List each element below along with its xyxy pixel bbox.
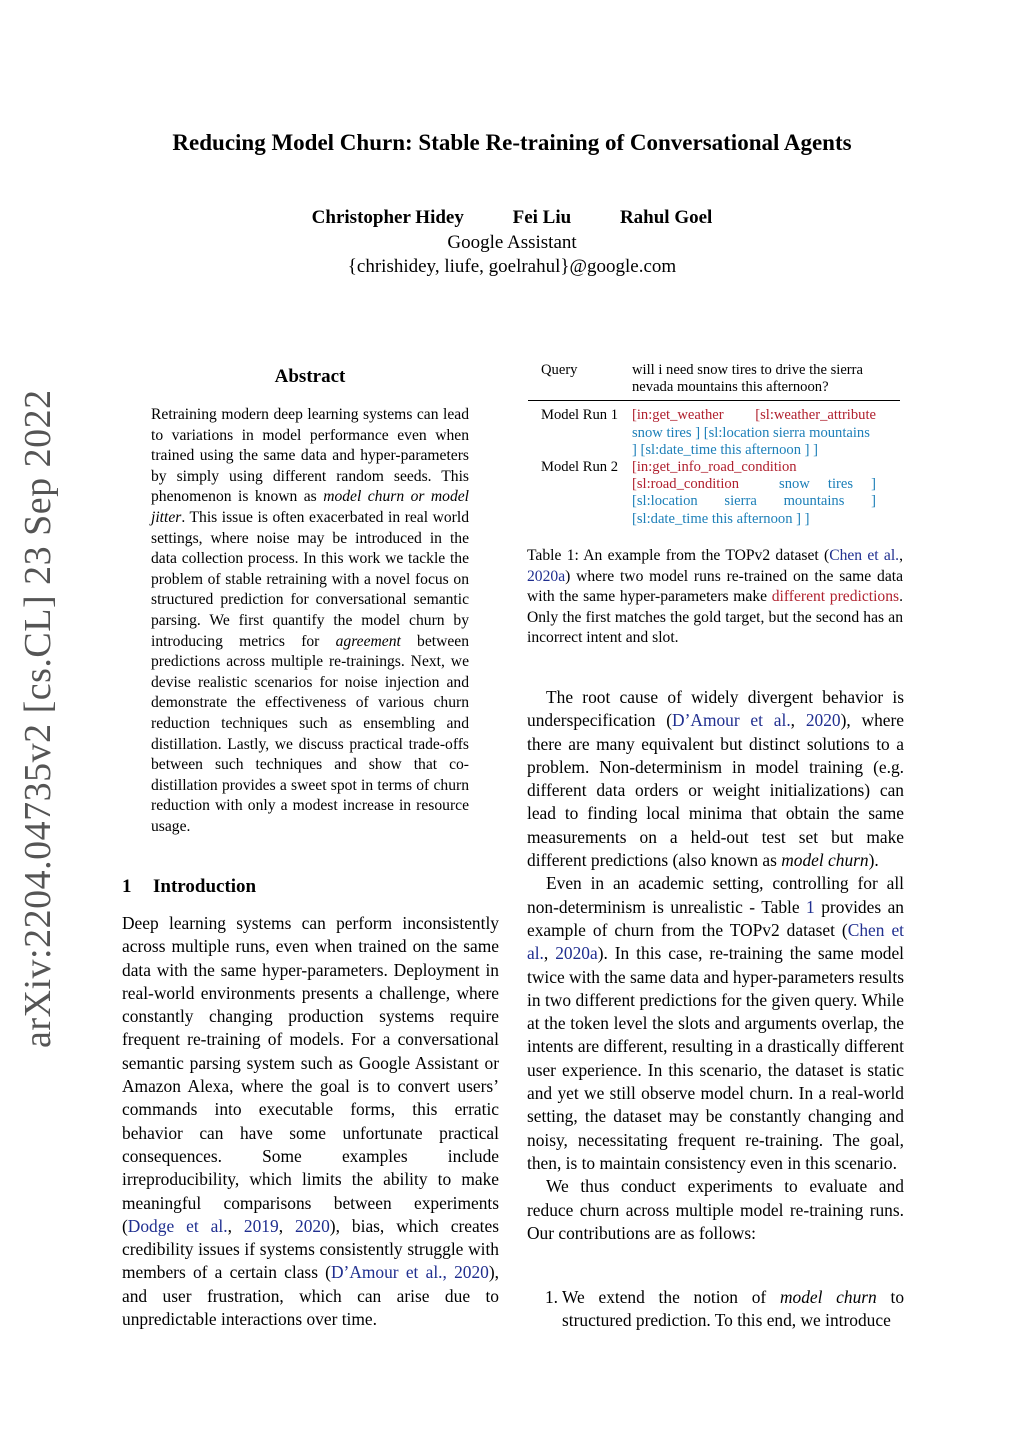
table-row <box>528 459 900 528</box>
author-name: Fei Liu <box>512 207 572 228</box>
paper-title: Reducing Model Churn: Stable Re-training of Conversational Agents <box>172 130 852 155</box>
table-label: Query <box>541 362 578 378</box>
table-caption: Table 1: An example from the TOPv2 dataset (Chen et al., 2020a) where two model runs re-trained on the same data with the same hyper-parameters make different predictions. Only the first matches the gold target, but the second has an incorrect intent and slot. <box>527 547 903 647</box>
list-item: 1. We extend the notion of model churn to structured prediction. To this end, we introduce <box>544 1287 905 1331</box>
author-list <box>0 207 1024 229</box>
author-name: Rahul Goel <box>619 207 713 228</box>
table-rule <box>528 400 900 401</box>
table-reference-link[interactable]: 1 <box>806 896 815 917</box>
author-name: Christopher Hidey <box>311 207 464 228</box>
table-label: Model Run 2 <box>541 459 619 476</box>
citation-link[interactable]: Chen et al. <box>829 547 900 564</box>
affiliation: Google Assistant <box>447 232 577 253</box>
right-column-body: The root cause of widely divergent behavior is underspecification (D’Amour et al., 2020), where there are many equivalent but distinct solutions to a problem. Non-determinism in model training (e.g. different data orders or weight initializations) can lead to finding local minima that obtain the same measurements on a held-out test set but make different predictions (also known as model churn). Even in an academic setting, controlling for all non-determinism is unrealistic - Table 1 provides an example of churn from the TOPv2 dataset (Chen et al., 2020a). In this case, re-training the same model twice with the same data and hyper-parameters results in two different predictions for the given query. While at the token level the slots and arguments overlap, the intents are different, resulting in a drastically different user experience. In this scenario, the dataset is static and yet we still observe model churn. In a real-world setting, the dataset may be constantly changing and noisy, necessitating frequent re-training. The goal, then, is to maintain consistency even in this scenario. We thus conduct experiments to evaluate and reduce churn across multiple model re-training runs. Our contributions are as follows: <box>527 687 905 1243</box>
citation-link[interactable]: D’Amour et al. <box>330 1262 443 1283</box>
abstract-body: Retraining modern deep learning systems can lead to variations in model performance even when trained using the same data and hyper-parameters by simply using different random seeds. This phenomenon is known as model churn or model jitter. This issue is often exacerbated in real world settings, where noise may be introduced in the data collection process. In this work we tackle the problem of stable retraining with a novel focus on structured prediction for conversational semantic parsing. We first quantify the model churn by introducing metrics for agreement between predictions across multiple re-trainings. Next, we devise realistic scenarios for noise injection and demonstrate the effectiveness of various churn reduction techniques such as ensembling and distillation. Lastly, we discuss practical trade-offs between such techniques and show that co-distillation provides a sweet spot in terms of churn reduction with only a modest increase in resource usage. <box>151 406 469 835</box>
citation-link[interactable]: 2020a <box>527 567 566 585</box>
introduction-body: Deep learning systems can perform inconsistently across multiple runs, even when trained on the same data with the same hyper-parameters. Deployment in real-world environments presents a challenge, where constantly changing production systems require frequent re-training of models. For a conversational semantic parsing system such as Google Assistant or Amazon Alexa, where the goal is to convert users’ commands into executable forms, this erratic behavior can have some unfortunate practical consequences. Some examples include irreproducibility, which limits the ability to make meaningful comparisons between experiments (Dodge et al., 2019, 2020), bias, which creates credibility issues if systems consistently struggle with members of a certain class (D’Amour et al., 2020), and user frustration, which can arise due to unpredictable interactions over time. <box>122 913 500 1330</box>
author-email: {chrishidey, liufe, goelrahul}@google.com <box>347 256 677 277</box>
citation-link[interactable]: 2020 <box>454 1262 489 1283</box>
model-run-1-output: [in:get_weather [sl:weather_attribute snow tires ] [sl:location sierra mountains ] [sl:date_time this afternoon ] ] <box>632 407 876 458</box>
contributions-list <box>527 1286 904 1333</box>
abstract-heading: Abstract <box>274 366 346 387</box>
table-row <box>528 407 900 459</box>
citation-link[interactable]: Dodge et al. <box>127 1215 228 1236</box>
citation-link[interactable]: 2019 <box>243 1215 279 1236</box>
citation-link[interactable]: D’Amour et al. <box>672 710 791 731</box>
citation-link[interactable]: Chen et al. <box>527 919 904 964</box>
table-label: Model Run 1 <box>541 407 619 424</box>
model-run-2-output: [in:get_info_road_condition [sl:road_condition snow tires ] [sl:location sierra mountains ] [sl:date_time this afternoon ] ] <box>632 459 876 527</box>
citation-link[interactable]: 2020a <box>555 943 598 964</box>
query-text: will i need snow tires to drive the sierra nevada mountains this afternoon? <box>632 362 864 396</box>
arxiv-identifier: arXiv:2204.04735v2 [cs.CL] 23 Sep 2022 <box>17 389 59 1048</box>
citation-link[interactable]: 2020 <box>295 1215 330 1236</box>
example-table <box>528 362 900 528</box>
table-row <box>528 362 900 396</box>
citation-link[interactable]: 2020 <box>805 710 841 731</box>
section-heading: 1 Introduction <box>122 876 257 897</box>
